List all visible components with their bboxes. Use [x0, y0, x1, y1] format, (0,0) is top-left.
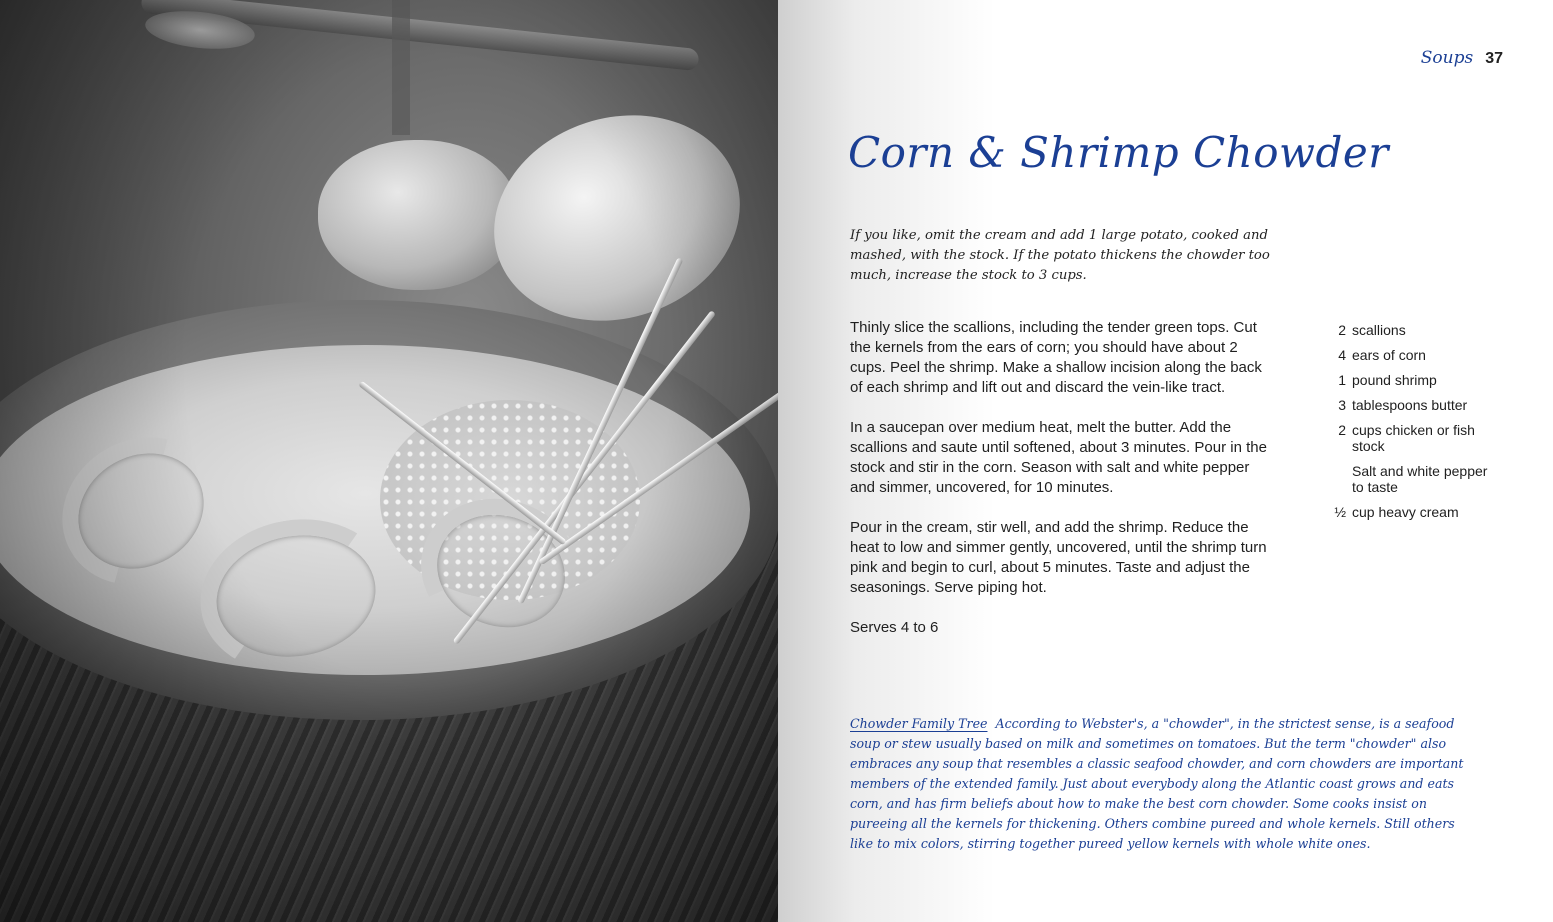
recipe-method	[850, 318, 1270, 658]
ingredient-name: scallions	[1352, 322, 1406, 338]
method-step: Pour in the cream, stir well, and add the shrimp. Reduce the heat to low and simmer gently, uncovered, until the shrimp turn pink and begin to curl, about 5 minutes. Taste and adjust the seasonings. Serve piping hot.	[850, 519, 1267, 596]
ingredient-item	[1326, 397, 1496, 413]
ingredient-qty	[1326, 463, 1352, 495]
ingredient-qty: 1	[1338, 372, 1346, 388]
ingredient-item	[1326, 372, 1496, 388]
ingredient-item	[1326, 504, 1496, 520]
ingredient-name: pound shrimp	[1352, 372, 1437, 388]
ingredient-name: tablespoons butter	[1352, 397, 1468, 413]
recipe-title: Corn & Shrimp Chowder	[848, 128, 1389, 177]
ingredient-qty: 3	[1338, 397, 1346, 413]
page-number: 37	[1485, 50, 1503, 67]
ingredient-name: cup heavy cream	[1352, 504, 1459, 520]
ingredient-item	[1326, 347, 1496, 363]
ingredient-qty: 2	[1338, 322, 1346, 338]
recipe-page	[778, 0, 1553, 922]
ingredient-item	[1326, 422, 1496, 454]
section-name: Soups	[1420, 48, 1474, 68]
serves-line: Serves 4 to 6	[850, 619, 939, 636]
ingredient-name: ears of corn	[1352, 347, 1426, 363]
ingredient-qty: 4	[1338, 347, 1346, 363]
recipe-intro: If you like, omit the cream and add 1 large potato, cooked and mashed, with the stock. If the potato thickens the chowder too much, increase the stock to 3 cups.	[850, 228, 1270, 283]
ingredient-name: Salt and white pepper to taste	[1352, 463, 1488, 495]
ingredient-qty: ½	[1334, 504, 1346, 520]
note-title: Chowder Family Tree	[850, 716, 988, 731]
ingredient-qty: 2	[1338, 422, 1346, 438]
method-step: Thinly slice the scallions, including the tender green tops. Cut the kernels from the ears of corn; you should have about 2 cups. Peel the shrimp. Make a shallow incision along the back of each shrimp and lift out and discard the vein-like tract.	[850, 319, 1262, 396]
method-step: In a saucepan over medium heat, melt the butter. Add the scallions and saute until softened, about 3 minutes. Pour in the stock and stir in the corn. Season with salt and white pepper and simmer, uncovered, for 10 minutes.	[850, 419, 1267, 496]
ingredient-name: cups chicken or fish stock	[1352, 422, 1475, 454]
ingredient-list	[1326, 322, 1496, 529]
ingredient-item	[1326, 463, 1496, 495]
sidebar-note	[850, 714, 1470, 854]
running-header	[1421, 48, 1503, 68]
note-body: According to Webster's, a "chowder", in the strictest sense, is a seafood soup or stew usually based on milk and sometimes on tomatoes. But the term "chowder" also embraces any soup that resembles a classic seafood chowder, and corn chowders are important members of the extended family. Just about everybody along the Atlantic coast grows and eats corn, and has firm beliefs about how to make the best corn chowder. Some cooks insist on pureeing all the kernels for thickening. Others combine pureed and whole kernels. Still others like to mix colors, stirring together pureed yellow kernels with whole white ones.	[850, 716, 1464, 851]
ingredient-item	[1326, 322, 1496, 338]
